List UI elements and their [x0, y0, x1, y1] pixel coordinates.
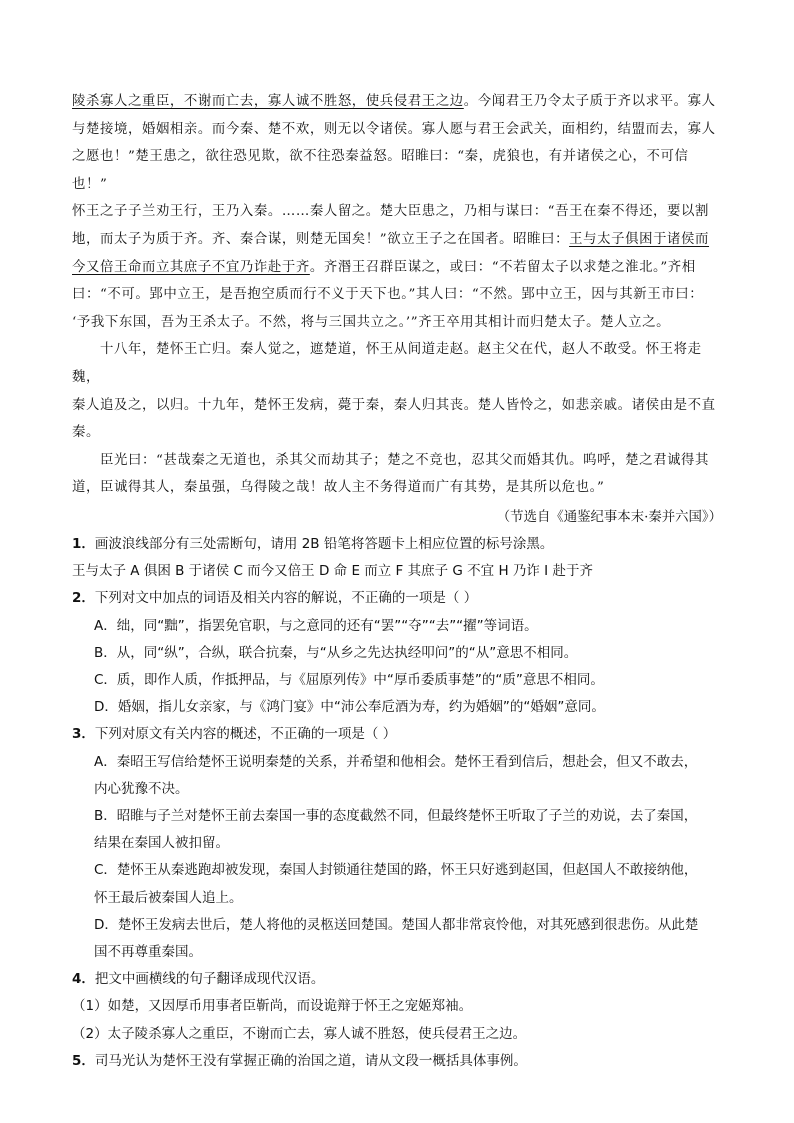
option-c-cont: 怀王最后被秦国人追上。	[94, 889, 243, 906]
question-5: 5．司马光认为楚怀王没有掌握正确的治国之道，请从文段一概括具体事例。	[72, 1052, 527, 1069]
question-1-options: 王与太子 A 俱困 B 于诸侯 C 而今又倍王 D 命 E 而立 F 其庶子 G 不宜 H 乃诈 I 赴于齐	[72, 563, 593, 580]
option-a-cont: 内心犹豫不决。	[94, 780, 189, 797]
question-4-sentence-1: （1）如楚，又因厚币用事者臣靳尚，而设诡辩于怀王之宠姬郑袖。	[72, 998, 473, 1015]
question-2: 2．下列对文中加点的词语及相关内容的解说，不正确的一项是（ ）	[72, 590, 478, 607]
option-b: B．昭睢与子兰对楚怀王前去秦国一事的态度截然不同，但最终楚怀王听取了子兰的劝说，去了秦国，	[94, 807, 698, 824]
option-b-cont: 结果在秦国人被扣留。	[94, 835, 229, 852]
document-page	[72, 88, 722, 1075]
passage-line: 怀王之子子兰劝王行，王乃入秦。……秦人留之。楚大臣患之，乃相与谋曰：“吾王在秦不得还，要以割	[72, 204, 710, 220]
underlined-sentence: 陵杀寡人之重臣，不谢而亡去，寡人诚不胜怒，使兵侵君王之边	[72, 94, 464, 109]
passage-line: 曰：“不可。郢中立王，是吾抱空质而行不义于天下也。”其人曰：“不然。郢中立王，因与其新王市曰：	[72, 287, 704, 303]
questions	[72, 531, 722, 1075]
classical-passage	[72, 88, 722, 502]
passage-line: 今又倍王命而立其庶子不宜乃诈赴于齐。齐湣王召群臣谋之，或曰：“不若留太子以求楚之淮北。”齐相	[72, 259, 696, 275]
option-b: B．从，同“纵”，合纵，联合抗秦，与“从乡之先达执经叩问”的“从”意思不相同。	[94, 644, 578, 661]
question-4-sentence-2: （2）太子陵杀寡人之重臣，不谢而亡去，寡人诚不胜怒，使兵侵君王之边。	[72, 1025, 527, 1042]
option-a: A．绌，同“黜”，指罢免官职，与之意同的还有“罢”“夺”“去”“擢”等词语。	[94, 617, 538, 634]
wavy-line-segment: 今又倍王命而立其庶子不宜乃诈赴于齐	[72, 259, 310, 275]
passage-line: 臣光曰：“甚哉秦之无道也，杀其父而劫其子；楚之不竞也，忍其父而婚其仇。呜呼，楚之君诚得其	[100, 452, 710, 468]
option-d: D．婚姻，指儿女亲家，与《鸿门宴》中“沛公奉卮酒为寿，约为婚姻”的“婚姻”意同。	[94, 699, 605, 716]
passage-line: 道，臣诚得其人，秦虽强，乌得陵之哉！故人主不务得道而广有其势，是其所以危也。”	[72, 480, 605, 496]
passage-line: 秦人追及之，以归。十九年，楚怀王发病，薨于秦，秦人归其丧。楚人皆怜之，如悲亲戚。诸侯由是不直	[72, 397, 716, 413]
option-d: D．楚怀王发病去世后，楚人将他的灵柩送回楚国。楚国人都非常哀怜他，对其死感到很悲伤。从此楚	[94, 916, 699, 933]
source-citation: （节选自《通鉴纪事本末·秦并六国》）	[496, 509, 722, 525]
passage-line: 地，而太子为质于齐。齐、秦合谋，则楚无国矣！”欲立王子之在国者。昭睢曰：王与太子俱困于诸侯而	[72, 231, 710, 247]
option-c: C．楚怀王从秦逃跑却被发现，秦国人封锁通往楚国的路，怀王只好逃到赵国，但赵国人不敢接纳他，	[94, 862, 698, 879]
passage-line: ‘予我下东国，吾为王杀太子。不然，将与三国共立之。’”齐王卒用其相计而归楚太子。楚人立之。	[72, 314, 671, 330]
question-4: 4．把文中画横线的句子翻译成现代汉语。	[72, 971, 325, 988]
option-a: A．秦昭王写信给楚怀王说明秦楚的关系，并希望和他相会。楚怀王看到信后，想赴会，但又不敢去，	[94, 753, 698, 770]
option-d-cont: 国不再尊重秦国。	[94, 943, 202, 960]
passage-line: 秦。	[72, 425, 100, 441]
passage-line: 之愿也！”楚王患之，欲往恐见欺，欲不往恐秦益怒。昭睢曰：“秦，虎狼也，有并诸侯之心，不可信也！”	[72, 149, 689, 192]
option-c: C．质，即作人质，作抵押品，与《屈原列传》中“厚币委质事楚”的“质”意思不相同。	[94, 671, 604, 688]
passage-line: 与楚接境，婚姻相亲。而今秦、楚不欢，则无以令诸侯。寡人愿与君王会武关，面相约，结盟而去，寡人	[72, 121, 716, 137]
question-1: 1．画波浪线部分有三处需断句，请用 2B 铅笔将答题卡上相应位置的标号涂黑。	[72, 535, 554, 552]
passage-line: 陵杀寡人之重臣，不谢而亡去，寡人诚不胜怒，使兵侵君王之边。今闻君王乃令太子质于齐以求平。寡人	[72, 94, 716, 109]
passage-line: 十八年，楚怀王亡归。秦人觉之，遮楚道，怀王从间道走赵。赵主父在代，赵人不敢受。怀王将走魏，	[72, 342, 702, 385]
question-3: 3．下列对原文有关内容的概述，不正确的一项是（ ）	[72, 726, 397, 743]
wavy-line-segment: 王与太子俱困于诸侯而	[569, 231, 710, 247]
